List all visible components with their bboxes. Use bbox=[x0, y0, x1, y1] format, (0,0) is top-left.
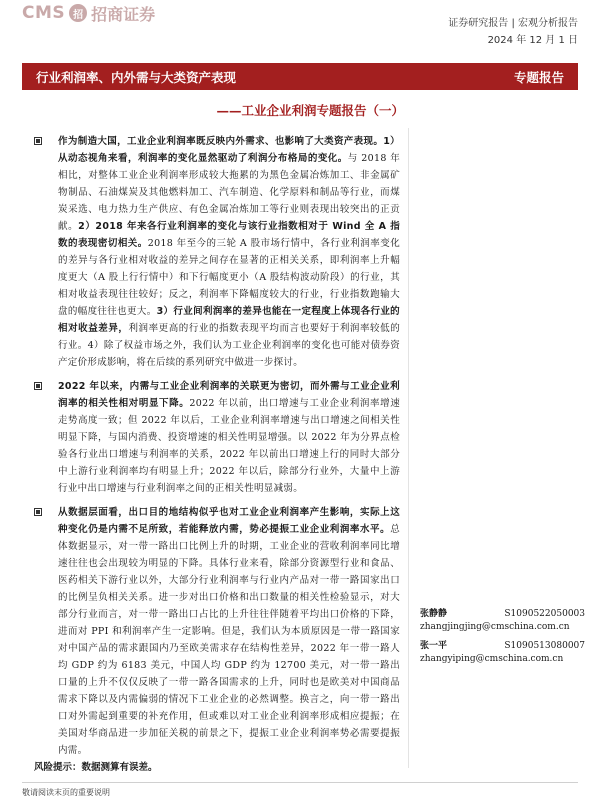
report-subtitle: ——工业企业利润专题报告（一） bbox=[216, 103, 404, 118]
text-run: 总体数据显示，对一带一路出口比例上升的时期，工业企业的营收利润率同比增速往往也会出现较为明显的下降。具体行业来看，除部分资源型行业和食品、医药相关下游行业以外，大部分行业利润率与行业内产品对一带一路国家出口的比例呈负相关关系。进一步对出口价格和出口数量的相关性检验显示，对大部分行业而言，对一带一路出口占比的上升往往伴随着平均出口价格的下降，进而对 PPI 和利润率产生一定影响。但是，我们认为本质原因是一带一路国家对中国产品的需求跟国内乃至欧美需求存在结构性差异，2022 年一带一路人均 GDP 约为 6183 美元，中国人均 GDP 约为 12700 美元，对一带一路出口量的上升不仅仅反映了一带一路各国需求的上升，同时也是欧美对中国商品需求下降以及内需偏弱的情况下工业企业的必然调整。换言之，向一带一路出口对外需起到重要的补充作用，但或难以对工业企业利润率形成相应提振；在美国对华商品进一步加征关税的前景之下，提振工业企业利润率势必需要提振内需。 bbox=[58, 524, 400, 756]
bullet-point bbox=[34, 133, 400, 371]
analyst-name: 张一平 bbox=[420, 641, 448, 651]
footer-note: 敬请阅读末页的重要说明 bbox=[22, 782, 578, 798]
bullet-paragraph bbox=[58, 504, 400, 759]
column-divider bbox=[408, 128, 409, 768]
analyst-email[interactable]: zhangyiping@cmschina.com.cn bbox=[420, 654, 564, 664]
logo-cms-text: CMS bbox=[22, 3, 66, 23]
analyst-entry bbox=[420, 640, 585, 666]
bold-run: 2）2018 年来各行业利润率的变化与该行业指数相对于 Wind 全 A 指数的表现密切相关。 bbox=[58, 221, 400, 249]
bold-run: 作为制造大国，工业企业利润率既反映内外需求、也影响了大类资产表现。1）从动态视角来看，利润率的变化显然驱动了利润分布格局的变化。 bbox=[58, 136, 400, 164]
square-bullet-icon bbox=[34, 137, 42, 145]
text-run: 与 2018 年相比，对整体工业企业利润率形成较大拖累的为黑色金属冶炼加工、非金属矿物制品、石油煤炭及其他燃料加工、汽车制造、化学原料和制品等行业，而煤炭采选、电力热力生产供应、有色金属冶炼加工等行业则表现出较突出的正贡献。 bbox=[58, 153, 400, 232]
analyst-email[interactable]: zhangjingjing@cmschina.com.cn bbox=[420, 622, 570, 632]
analyst-name: 张静静 bbox=[420, 609, 448, 619]
logo-badge-icon: 招 bbox=[69, 4, 87, 22]
report-type: 证券研究报告 | 宏观分析报告 bbox=[448, 18, 578, 29]
report-date: 2024 年 12 月 1 日 bbox=[487, 35, 578, 46]
section-label: 专题报告 bbox=[513, 69, 564, 85]
risk-warning: 风险提示：数据测算有误差。 bbox=[34, 762, 158, 773]
company-logo bbox=[22, 0, 155, 26]
bullet-point bbox=[34, 378, 400, 497]
bold-run: 2022 年以来，内需与工业企业利润率的关联更为密切，而外需与工业企业利润率的相关性相对明显下降。 bbox=[58, 381, 400, 409]
bold-run: 3）行业间利润率的差异也能在一定程度上体现各行业的相对收益差异， bbox=[58, 306, 400, 334]
text-run: 利润率更高的行业的指数表现平均而言也要好于利润率较低的行业。4）除了权益市场之外，我们认为工业企业利润率的变化也可能对债券资产定价形成影响，将在后续的系列研究中做进一步探讨。 bbox=[58, 323, 400, 368]
logo-company-name: 招商证券 bbox=[91, 4, 156, 24]
main-content bbox=[34, 133, 400, 766]
bullet-paragraph bbox=[58, 378, 400, 497]
bold-run: 从数据层面看，出口目的地结构似乎也对工业企业利润率产生影响，实际上这种变化仍是内需不足所致，若能释放内需，势必提振工业企业利润率水平。 bbox=[58, 507, 400, 535]
analyst-license: S1090522050003 bbox=[504, 609, 585, 619]
analyst-license: S1090513080007 bbox=[504, 641, 585, 651]
text-run: 2022 年以前，出口增速与工业企业利润率增速走势高度一致；但 2022 年以后，工业企业利润率增速与出口增速之间相关性明显下降，与国内消费、投资增速的相关性明显增强。以 2022 年为分界点检验各行业出口增速与利润率的关系，2022 年以前出口增速上行的同时大部分中上游行业利润率均有明显上升；2022 年以后，除部分行业外，大量中上游行业中出口增速与行业利润率之间的正相关性明显减弱。 bbox=[58, 398, 400, 494]
text-run: 2018 年至今的三轮 A 股市场行情中，各行业利润率变化的差异与各行业相对收益的差异之间存在显著的正相关关系，即利润率上升幅度更大（A 股上行行情中）和下行幅度更小（A 股结构波动阶段）的行业，其相对收益表现往往较好；反之，利润率下降幅度较大的行业，行业指数跑输大盘的幅度往往也更大。 bbox=[58, 238, 400, 317]
bullet-point bbox=[34, 504, 400, 759]
analyst-panel bbox=[420, 608, 585, 672]
square-bullet-icon bbox=[34, 508, 42, 516]
title-banner bbox=[22, 63, 578, 90]
square-bullet-icon bbox=[34, 382, 42, 390]
report-title: 行业利润率、内外需与大类资产表现 bbox=[36, 69, 237, 85]
analyst-entry bbox=[420, 608, 585, 634]
bullet-paragraph bbox=[58, 133, 400, 371]
